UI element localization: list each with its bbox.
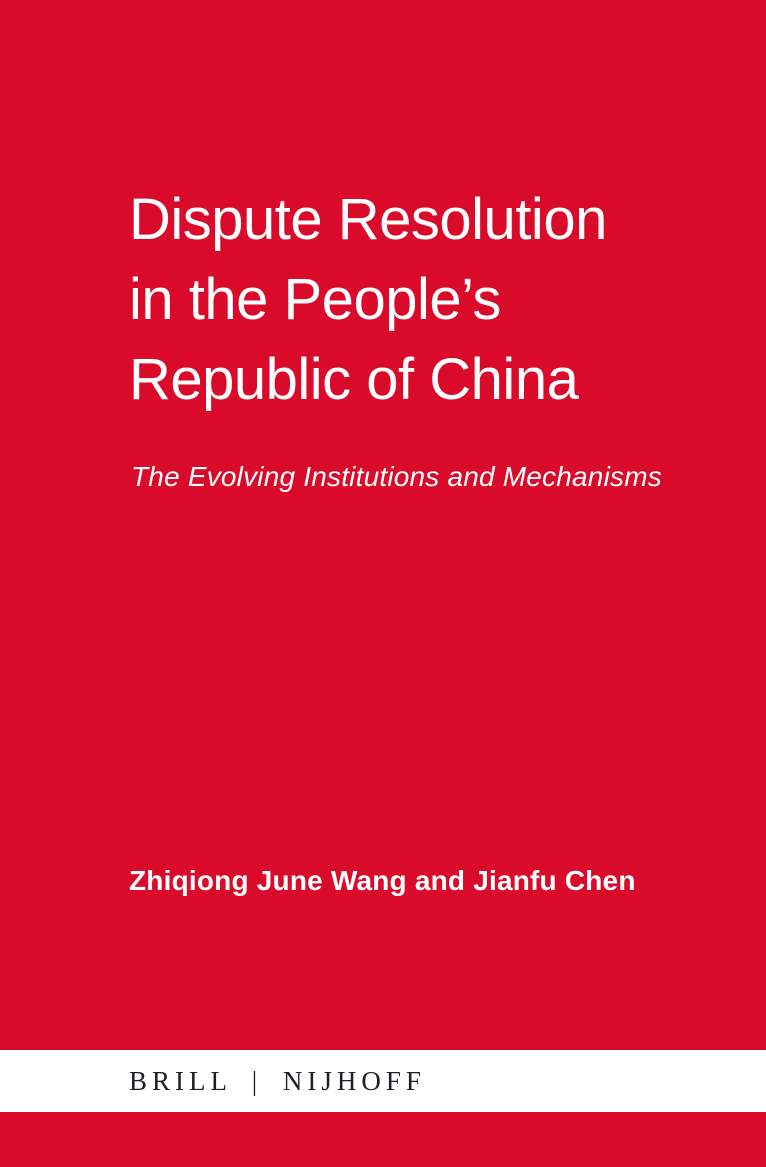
book-title-line-3: Republic of China [129, 347, 579, 412]
publisher-separator: | [251, 1065, 263, 1096]
publisher-brand-right: NIJHOFF [282, 1065, 426, 1096]
publisher-brand-left: BRILL [129, 1065, 231, 1096]
publisher-band [0, 1050, 766, 1112]
book-author: Zhiqiong June Wang and Jianfu Chen [129, 865, 636, 896]
book-title-line-2: in the People’s [129, 267, 501, 332]
book-subtitle: The Evolving Institutions and Mechanisms [131, 461, 662, 492]
book-title [129, 180, 607, 420]
publisher-logo [129, 1065, 426, 1096]
book-title-line-1: Dispute Resolution [129, 187, 607, 252]
